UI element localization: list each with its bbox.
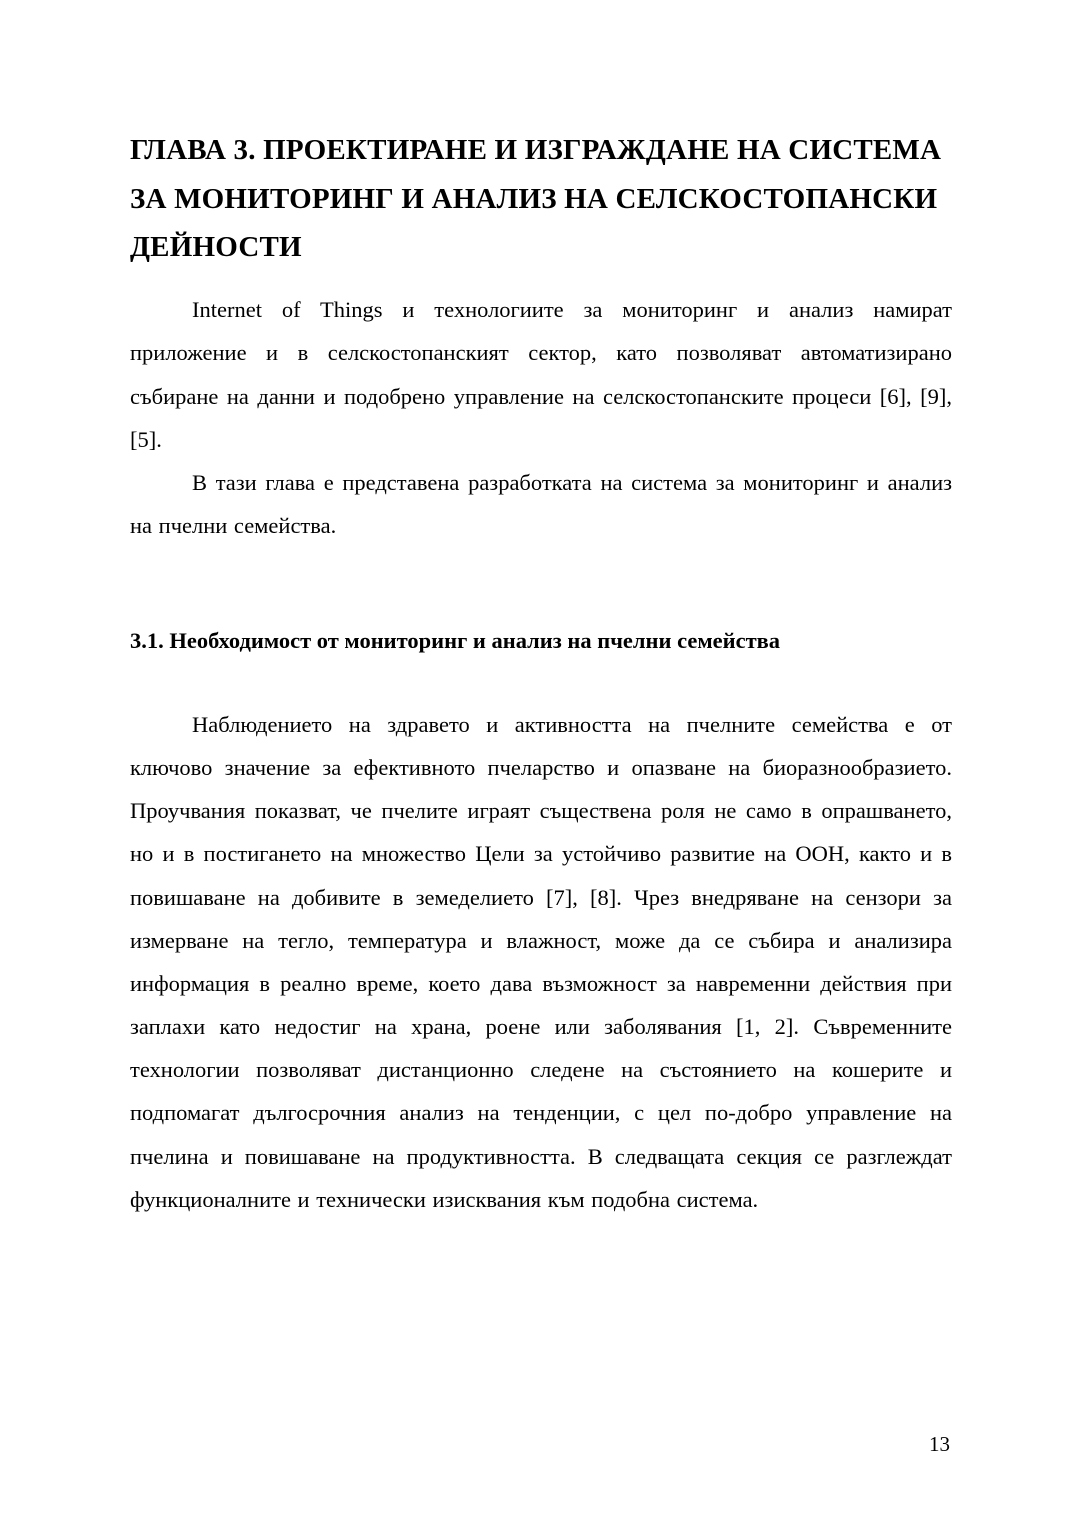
- page-number: 13: [929, 1432, 950, 1456]
- chapter-title: ГЛАВА 3. ПРОЕКТИРАНЕ И ИЗГРАЖДАНЕ НА СИСТЕМА ЗА МОНИТОРИНГ И АНАЛИЗ НА СЕЛСКОСТОПАНСКИ ДЕЙНОСТИ: [130, 134, 942, 264]
- section-heading: 3.1. Необходимост от мониторинг и анализ на пчелни семейства: [130, 628, 781, 654]
- intro-paragraph-2: В тази глава е представена разработката на система за мониторинг и анализ на пчелни семейства.: [130, 469, 952, 539]
- intro-paragraph-1: Internet of Things и технологиите за мониторинг и анализ намират приложение и в селскостопанският сектор, като позволяват автоматизирано събиране на данни и подобрено управление на селскостопанските процеси [6], [9], [5].: [130, 297, 952, 452]
- section-paragraph-1: Наблюдението на здравето и активността на пчелните семейства е от ключово значение за ефективното пчеларство и опазване на биоразнообразието. Проучвания показват, че пчелите играят съществена роля не само в опрашването, но и в постигането на множество Цели за устойчиво развитие на ООН, както и в повишаване на добивите в земеделието [7], [8]. Чрез внедряване на сензори за измерване на тегло, температура и влажност, може да се събира и анализира информация в реално време, което дава възможност за навременни действия при заплахи като недостиг на храна, роене или заболявания [1, 2]. Съвременните технологии позволяват дистанционно следене на състоянието на кошерите и подпомагат дългосрочния анализ на тенденции, с цел по-добро управление на пчелина и повишаване на продуктивността. В следващата секция се разглеждат функционалните и технически изисквания към подобна система.: [130, 711, 952, 1212]
